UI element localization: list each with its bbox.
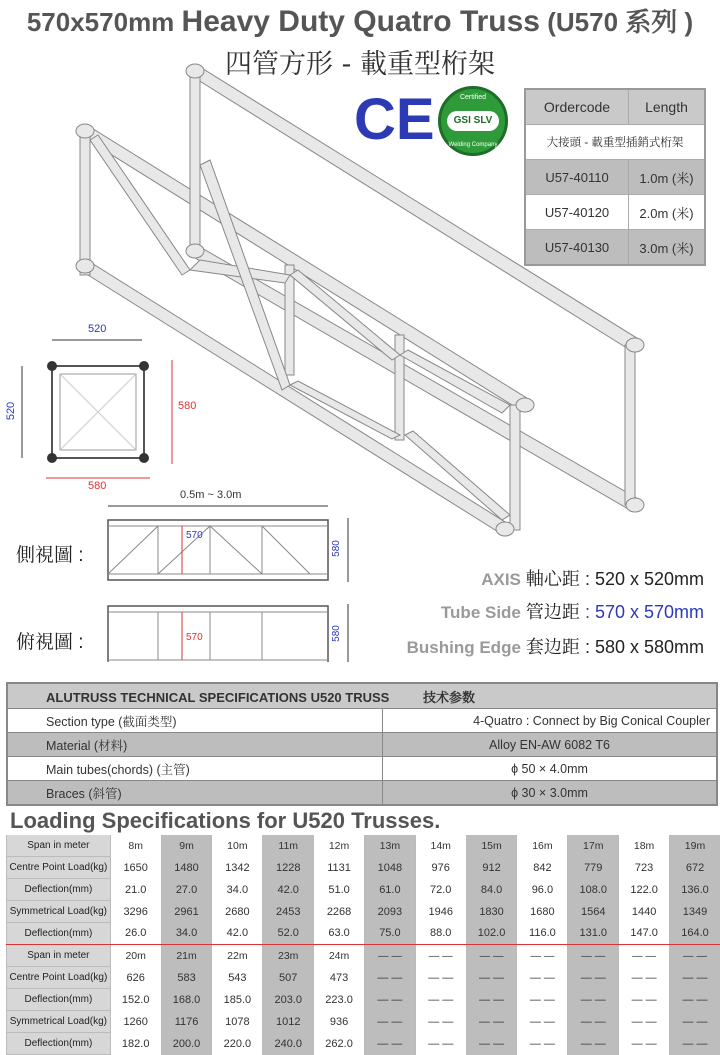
order-code: U57-40110 [525,160,629,195]
load-cell: 3296 [110,901,161,923]
load-row [7,1033,720,1055]
top-outer-dim: 580 [331,625,342,642]
bushing-value: : 580 x 580mm [585,637,704,657]
title-name: Heavy Duty Quatro Truss [182,5,540,38]
load-cell: — — [568,967,619,989]
load-cell: — — [415,1011,466,1033]
load-cell: — — [364,1011,415,1033]
load-cell: 88.0 [415,923,466,945]
load-row [7,835,720,857]
spec-title-cell [7,683,717,709]
load-cell: 147.0 [619,923,670,945]
load-cell: 1440 [619,901,670,923]
load-cell: 96.0 [517,879,568,901]
load-cell: — — [619,945,670,967]
load-cell: 152.0 [110,989,161,1011]
load-cell: 20m [110,945,161,967]
load-cell: 976 [415,857,466,879]
load-cell: — — [364,989,415,1011]
ordercode-header: Ordercode [525,89,629,125]
ce-mark-icon: CE [354,90,434,150]
load-cell: 182.0 [110,1033,161,1055]
load-cell: — — [517,945,568,967]
load-cell: 626 [110,967,161,989]
load-cell: 34.0 [161,923,212,945]
order-length: 2.0m (米) [629,195,706,230]
bushing-en-label: Bushing Edge [407,638,521,657]
loading-table [6,835,720,1055]
load-cell: — — [619,989,670,1011]
load-cell: — — [466,967,517,989]
load-cell: 51.0 [314,879,365,901]
load-cell: 63.0 [314,923,365,945]
load-cell: 21m [161,945,212,967]
load-cell: 1349 [670,901,720,923]
load-cell: — — [568,945,619,967]
load-cell: 2680 [212,901,263,923]
spec-title-zh: 技术参数 [423,690,475,705]
load-row-label: Span in meter [7,945,111,967]
load-cell: — — [466,1011,517,1033]
bushing-zh-label: 套边距 [526,637,580,657]
title-series: (U570 系列 ) [547,7,693,37]
load-cell: 24m [314,945,365,967]
gsi-slv-logo-icon [438,86,508,156]
load-cell: — — [415,1033,466,1055]
load-cell: — — [466,945,517,967]
load-cell: 27.0 [161,879,212,901]
axis-en-label: AXIS [481,570,521,589]
gsi-bottom-text: Welding Company [441,142,505,148]
load-cell: — — [670,945,720,967]
ordercode-table [524,88,706,266]
load-cell: 262.0 [314,1033,365,1055]
load-cell: 2093 [364,901,415,923]
load-cell: 16m [517,835,568,857]
load-cell: 42.0 [212,923,263,945]
load-cell: — — [619,967,670,989]
load-cell: 15m [466,835,517,857]
load-row [7,901,720,923]
load-cell: 220.0 [212,1033,263,1055]
load-cell: 19m [670,835,720,857]
load-cell: — — [415,967,466,989]
load-cell: 131.0 [568,923,619,945]
title-size: 570x570mm [27,7,174,37]
spec-label: Main tubes(chords) (主管) [7,757,383,781]
load-cell: 21.0 [110,879,161,901]
load-cell: 200.0 [161,1033,212,1055]
load-cell: 1564 [568,901,619,923]
cs-bottom-dim: 580 [88,480,106,492]
load-cell: — — [364,1033,415,1055]
cs-top-dim: 520 [88,323,106,335]
load-cell: — — [415,989,466,1011]
load-row-label: Centre Point Load(kg) [7,857,111,879]
technical-spec-table [6,682,718,806]
load-cell: — — [568,1011,619,1033]
tube-en-label: Tube Side [441,603,521,622]
load-cell: 18m [619,835,670,857]
load-cell: 116.0 [517,923,568,945]
load-cell: 108.0 [568,879,619,901]
load-cell: 1680 [517,901,568,923]
load-cell: 1830 [466,901,517,923]
load-cell: — — [517,1033,568,1055]
load-cell: 84.0 [466,879,517,901]
load-cell: 672 [670,857,720,879]
load-cell: 23m [263,945,314,967]
load-cell: 936 [314,1011,365,1033]
cs-right-dim: 580 [178,400,196,412]
load-cell: 1176 [161,1011,212,1033]
load-cell: 1946 [415,901,466,923]
load-cell: 723 [619,857,670,879]
load-cell: 42.0 [263,879,314,901]
load-cell: 1078 [212,1011,263,1033]
load-cell: — — [670,1033,720,1055]
load-cell: 912 [466,857,517,879]
load-cell: 52.0 [263,923,314,945]
order-code: U57-40120 [525,195,629,230]
load-cell: — — [517,967,568,989]
load-row [7,967,720,989]
load-cell: — — [517,989,568,1011]
length-header: Length [629,89,706,125]
load-row-label: Deflection(mm) [7,923,111,945]
load-cell: 203.0 [263,989,314,1011]
gsi-main-text: GSI SLV [447,111,499,131]
load-cell: 122.0 [619,879,670,901]
side-inner-dim: 570 [186,530,203,541]
load-cell: — — [517,1011,568,1033]
load-cell: 2268 [314,901,365,923]
load-cell: 2961 [161,901,212,923]
load-cell: — — [364,945,415,967]
order-code: U57-40130 [525,230,629,266]
load-row-label: Deflection(mm) [7,989,111,1011]
load-cell: 240.0 [263,1033,314,1055]
load-cell: 583 [161,967,212,989]
load-row [7,1011,720,1033]
page-subtitle: 四管方形 - 載重型桁架 [0,42,720,81]
spec-value: ϕ 30 × 3.0mm [383,781,718,806]
top-view-label: 俯視圖 : [16,627,84,654]
load-cell: 13m [364,835,415,857]
spec-value: Alloy EN-AW 6082 T6 [383,733,718,757]
load-cell: 2453 [263,901,314,923]
load-cell: 9m [161,835,212,857]
span-range-label: 0.5m ~ 3.0m [180,489,241,501]
side-view-label: 側視圖 : [16,540,84,567]
load-cell: — — [466,989,517,1011]
load-cell: 168.0 [161,989,212,1011]
load-cell: — — [568,1033,619,1055]
load-cell: 185.0 [212,989,263,1011]
spec-value: 4-Quatro : Connect by Big Conical Coupler [383,709,718,733]
load-cell: 1012 [263,1011,314,1033]
load-cell: 17m [568,835,619,857]
load-cell: 223.0 [314,989,365,1011]
bushing-edge-dimension [407,633,704,659]
load-cell: 1131 [314,857,365,879]
load-cell: 507 [263,967,314,989]
load-cell: — — [568,989,619,1011]
load-cell: 779 [568,857,619,879]
load-cell: 473 [314,967,365,989]
spec-label: Section type (截面类型) [7,709,383,733]
axis-zh-label: 軸心距 [526,569,580,589]
load-row-label: Centre Point Load(kg) [7,967,111,989]
load-row-label: Symmetrical Load(kg) [7,901,111,923]
load-row [7,879,720,901]
load-row [7,945,720,967]
load-cell: 1228 [263,857,314,879]
load-row [7,857,720,879]
axis-value: : 520 x 520mm [585,569,704,589]
load-cell: 102.0 [466,923,517,945]
load-cell: 842 [517,857,568,879]
cross-section-diagram [0,320,200,495]
load-cell: 1480 [161,857,212,879]
spec-value: ϕ 50 × 4.0mm [383,757,718,781]
load-cell: — — [670,989,720,1011]
tube-side-dimension [441,598,704,624]
load-cell: 22m [212,945,263,967]
spec-label: Material (材料) [7,733,383,757]
load-cell: — — [670,1011,720,1033]
load-cell: 12m [314,835,365,857]
page-title [0,2,720,39]
spec-title: ALUTRUSS TECHNICAL SPECIFICATIONS U520 TRUSS [46,690,389,705]
load-cell: 164.0 [670,923,720,945]
load-cell: 10m [212,835,263,857]
ordercode-description: 大接頭 - 載重型插銷式桁架 [525,125,705,160]
load-cell: 34.0 [212,879,263,901]
load-cell: 75.0 [364,923,415,945]
load-cell: 11m [263,835,314,857]
load-cell: 61.0 [364,879,415,901]
load-cell: 8m [110,835,161,857]
load-cell: — — [466,1033,517,1055]
load-cell: — — [619,1011,670,1033]
load-row-label: Deflection(mm) [7,879,111,901]
order-length: 1.0m (米) [629,160,706,195]
load-row-label: Symmetrical Load(kg) [7,1011,111,1033]
cs-left-dim: 520 [5,402,17,420]
axis-dimension [481,565,704,591]
load-cell: 1650 [110,857,161,879]
load-cell: 136.0 [670,879,720,901]
load-cell: 26.0 [110,923,161,945]
load-row [7,989,720,1011]
load-row [7,923,720,945]
load-cell: 1260 [110,1011,161,1033]
load-cell: 14m [415,835,466,857]
order-length: 3.0m (米) [629,230,706,266]
load-cell: 543 [212,967,263,989]
load-row-label: Deflection(mm) [7,1033,111,1055]
top-inner-dim: 570 [186,632,203,643]
tube-zh-label: 管边距 [526,602,580,622]
gsi-top-text: Certified [441,94,505,101]
load-cell: 1342 [212,857,263,879]
load-cell: — — [670,967,720,989]
load-cell: 1048 [364,857,415,879]
loading-title: Loading Specifications for U520 Trusses. [10,808,440,834]
spec-label: Braces (斜管) [7,781,383,806]
load-cell: — — [619,1033,670,1055]
tube-value: : 570 x 570mm [585,602,704,622]
side-outer-dim: 580 [331,540,342,557]
load-cell: — — [415,945,466,967]
load-row-label: Span in meter [7,835,111,857]
side-top-view-drawing [100,502,360,662]
load-cell: 72.0 [415,879,466,901]
load-cell: — — [364,967,415,989]
